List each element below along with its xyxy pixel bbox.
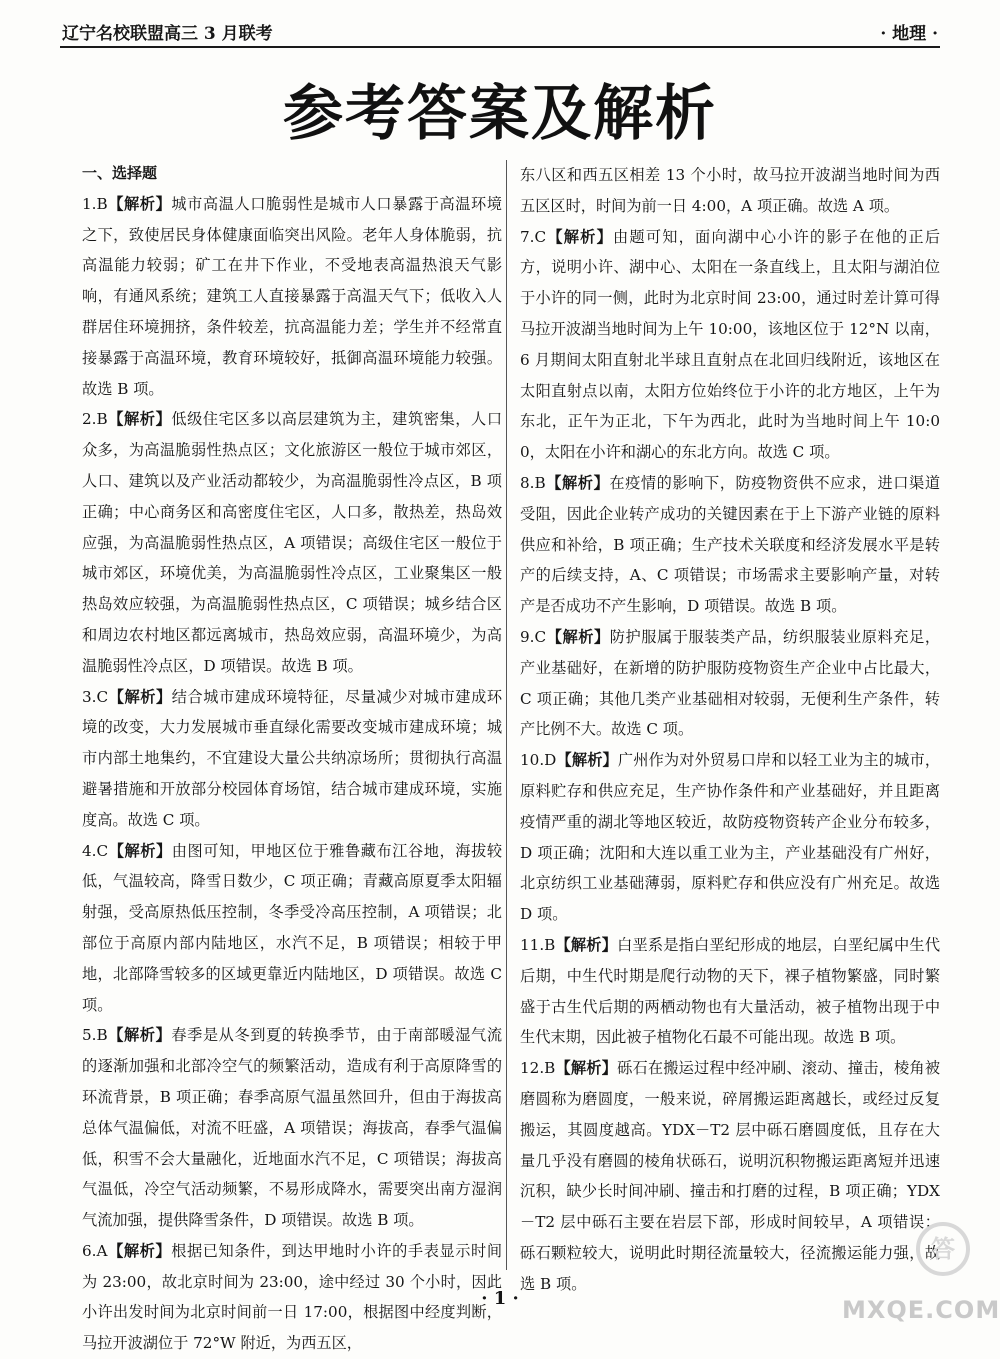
watermark-site: MXQE.COM: [842, 1296, 1000, 1324]
left-column: [82, 158, 503, 1353]
column-divider: [506, 160, 507, 1270]
answer-text: 由题可知，面向湖中心小许的影子在他的正后方，说明小许、湖中心、太阳在一条直线上，且太阳与湖泊位于小许的同一侧，此时为北京时间 23:00，通过时差计算可得马拉开波湖当地时间为上午 10:00，该地区位于 12°N 以南，6 月期间太阳直射北半球且直射点在北回归线附近，该地区在太阳直射点以南，太阳方位始终位于小许的北方地区，上午为东北，正午为正北，下午为西北，此时为当地时间上午 10:00，太阳在小许和湖心的东北方向。故选 C 项。: [520, 227, 941, 462]
answer-item-2: [82, 404, 502, 681]
exam-name: 辽宁名校联盟高三 3 月联考: [62, 24, 273, 44]
analysis-tag: 【解析】: [556, 751, 618, 770]
answer-text: 城市高温人口脆弱性是城市人口暴露于高温环境之下，致使居民身体健康面临突出风险。老年人身体脆弱，抗高温能力较弱；矿工在井下作业，不受地表高温热浪天气影响，有通风系统；建筑工人直接暴露于高温天气下；低收入人群居住环境拥挤，条件较差，抗高温能力差；学生并不经常直接暴露于高温环境，教育环境较好，抵御高温环境能力较强。故选 B 项。: [82, 194, 503, 398]
answer-number: 6.A: [82, 1241, 108, 1260]
answer-number: 10.D: [520, 751, 557, 770]
answer-item-1: [82, 189, 502, 405]
analysis-tag: 【解析】: [555, 935, 618, 954]
answer-number: 1.B: [82, 194, 108, 213]
subject-label: · 地理 ·: [880, 24, 938, 44]
analysis-tag: 【解析】: [107, 194, 172, 213]
answer-number: 11.B: [520, 935, 556, 954]
answer-text: 东八区和西五区相差 13 个小时，故马拉开波湖当地时间为西五区区时，时间为前一日 4:00，A 项正确。故选 A 项。: [520, 166, 940, 215]
answer-item-11: [520, 930, 940, 1053]
answer-text: 由图可知，甲地区位于雅鲁藏布江谷地，海拔较低，气温较高，降雪日数少，C 项正确；青藏高原夏季太阳辐射强，受高原热低压控制，冬季受冷高压控制，A 项错误；北部位于高原内部内陆地区，水汽不足，B 项错误；相较于甲地，北部降雪较多的区域更靠近内陆地区，D 项错误。故选 C 项。: [82, 841, 503, 1014]
page-title: 参考答案及解析: [283, 79, 717, 149]
analysis-tag: 【解析】: [546, 227, 613, 246]
answer-number: 3.C: [82, 687, 109, 706]
analysis-tag: 【解析】: [555, 1059, 618, 1078]
section-heading: 一、选择题: [82, 164, 158, 182]
right-column: [520, 160, 941, 1293]
answer-item-5: [82, 1020, 502, 1236]
answer-item-4: [82, 836, 502, 1021]
answer-text: 防护服属于服装类产品，纺织服装业原料充足，产业基础好，在新增的防护服防疫物资生产企业中占比最大，C 项正确；其他几类产业基础相对较弱，无便利生产条件，转产比例不大。故选 C 项。: [520, 627, 941, 739]
answer-number: 5.B: [82, 1026, 108, 1045]
watermark-logo: 答: [916, 1222, 970, 1276]
answer-number: 4.C: [82, 841, 109, 860]
answer-text: 白垩系是指白垩纪形成的地层，白垩纪属中生代后期，中生代时期是爬行动物的天下，裸子植物繁盛，同时繁盛于古生代后期的两栖动物也有大量活动，被子植物出现于中生代末期，因此被子植物化石最不可能出现。故选 B 项。: [520, 935, 941, 1047]
answer-text: 低级住宅区多以高层建筑为主，建筑密集，人口众多，为高温脆弱性热点区；文化旅游区一般位于城市郊区，人口、建筑以及产业活动都较少，为高温脆弱性冷点区，B 项正确；中心商务区和高密度住宅区，人口多，散热差，热岛效应强，为高温脆弱性热点区，A 项错误；高级住宅区一般位于城市郊区，环境优美，为高温脆弱性冷点区，工业聚集区一般热岛效应较强，为高温脆弱性热点区，C 项错误；城乡结合区和周边农村地区都远离城市，热岛效应弱，高温环境少，为高温脆弱性冷点区，D 项错误。故选 B 项。: [82, 410, 503, 675]
answer-text: 结合城市建成环境特征，尽量减少对城市建成环境的改变，大力发展城市垂直绿化需要改变城市建成环境；城市内部土地集约，不宜建设大量公共纳凉场所；贯彻执行高温避暑措施和开放部分校园体育场馆，结合城市建成环境，实施度高。故选 C 项。: [82, 687, 503, 829]
answer-item-7: [520, 222, 940, 468]
answer-text: 在疫情的影响下，防疫物资供不应求，进口渠道受阻，因此企业转产成功的关键因素在于上下游产业链的原料供应和补给，B 项正确；生产技术关联度和经济发展水平是转产的后续支持，A、C 项错误；市场需求主要影响产量，对转产是否成功不产生影响，D 项错误。故选 B 项。: [520, 473, 941, 616]
page-number: · 1 ·: [481, 1288, 519, 1309]
answer-item-9: [520, 622, 940, 745]
answer-item-8: [520, 468, 940, 622]
analysis-tag: 【解析】: [545, 473, 610, 492]
answer-text: 根据已知条件，到达甲地时小许的手表显示时间为 23:00，故北京时间为 23:00，途中经过 30 个小时，因此小许出发时间为北京时间前一日 17:00，根据图中经度判断，马拉开波湖位于 72°W 附近，为西五区，: [82, 1241, 502, 1353]
answer-text: 广州作为对外贸易口岸和以轻工业为主的城市，原料贮存和供应充足，生产协作条件和产业基础好，并且距离疫情严重的湖北等地区较近，故防疫物资转产企业分布较多，D 项正确；沈阳和大连以重工业为主，产业基础没有广州好，北京纺织工业基础薄弱，原料贮存和供应没有广州充足。故选 D 项。: [520, 751, 941, 924]
analysis-tag: 【解析】: [107, 1026, 172, 1045]
answer-number: 7.C: [520, 227, 547, 246]
answer-item-12: [520, 1053, 940, 1299]
answer-number: 12.B: [520, 1059, 556, 1078]
answer-item-3: [82, 682, 502, 836]
page-header: [60, 18, 940, 48]
answer-number: 8.B: [520, 473, 546, 492]
analysis-tag: 【解析】: [107, 1241, 172, 1260]
analysis-tag: 【解析】: [107, 410, 172, 429]
analysis-tag: 【解析】: [546, 627, 610, 646]
answer-item-10: [520, 745, 940, 930]
answer-item-6-continued: [520, 160, 940, 222]
analysis-tag: 【解析】: [108, 841, 172, 860]
answer-text: 砾石在搬运过程中经冲刷、滚动、撞击，棱角被磨圆称为磨圆度，一般来说，碎屑搬运距离越长，或经过反复搬运，其圆度越高。YDX－T2 层中砾石磨圆度低，且存在大量几乎没有磨圆的棱角状砾石，说明沉积物搬运距离短并迅速沉积，缺少长时间冲刷、撞击和打磨的过程，B 项正确；YDX－T2 层中砾石主要在岩层下部，形成时间较早，A 项错误；砾石颗粒较大，说明此时期径流量较大，径流搬运能力强，故选 B 项。: [520, 1059, 941, 1293]
answer-number: 9.C: [520, 627, 547, 646]
answer-text: 春季是从冬到夏的转换季节，由于南部暖湿气流的逐渐加强和北部冷空气的频繁活动，造成有利于高原降雪的环流背景，B 项正确；春季高原气温虽然回升，但由于海拔高总体气温偏低，对流不旺盛，A 项错误；海拔高，春季气温偏低，积雪不会大量融化，近地面水汽不足，C 项错误；海拔高气温低，冷空气活动频繁，不易形成降水，需要突出南方湿润气流加强，提供降雪条件，D 项错误。故选 B 项。: [82, 1026, 503, 1230]
answer-number: 2.B: [82, 410, 108, 429]
analysis-tag: 【解析】: [108, 687, 172, 706]
